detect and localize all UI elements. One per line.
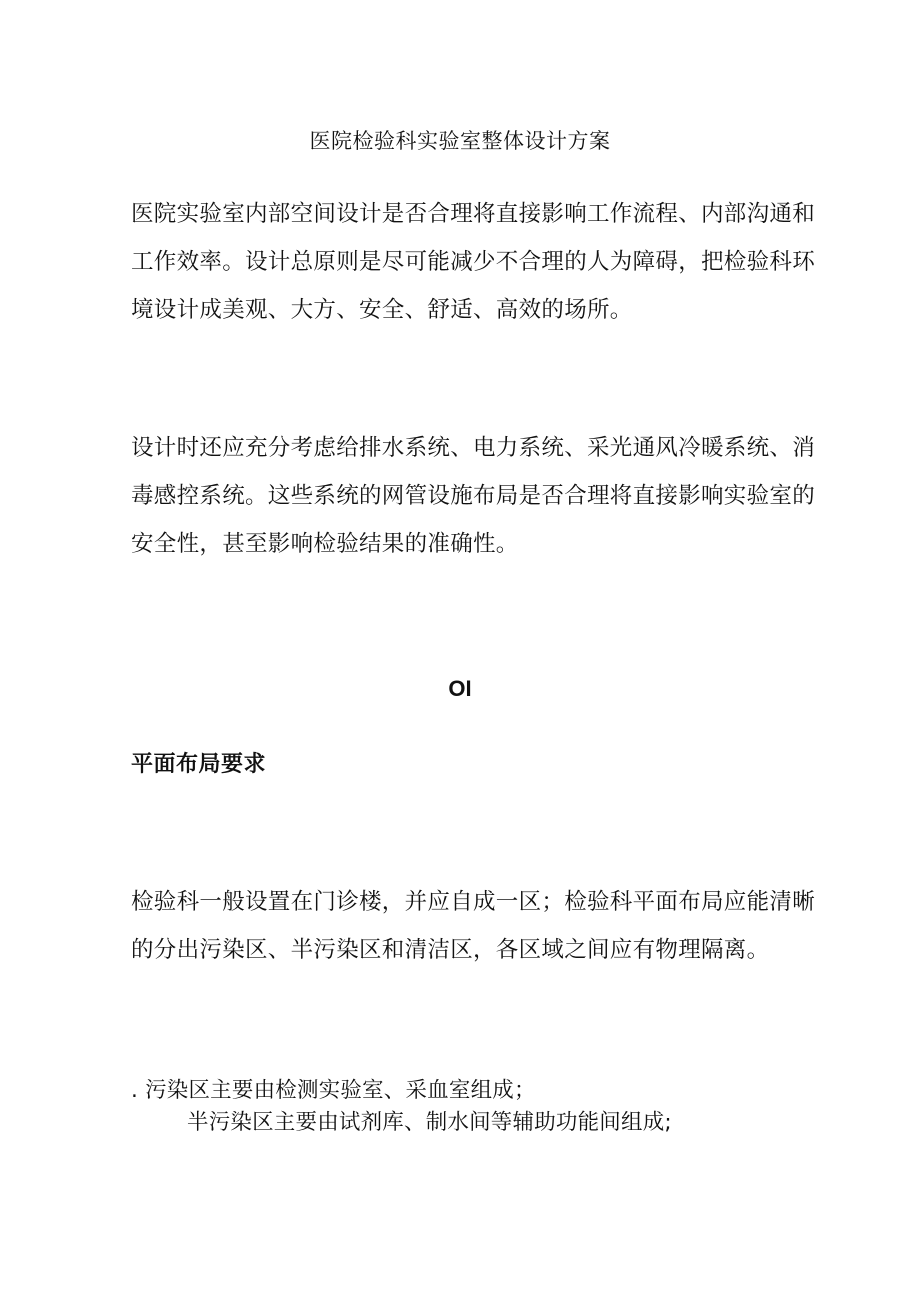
list-item-semi-contaminated-zone: 半污染区主要由试剂库、制水间等辅助功能间组成; — [187, 1110, 672, 1135]
list-item-contaminated-zone: . 污染区主要由检测实验室、采血室组成； — [131, 1078, 536, 1103]
document-title: 医院检验科实验室整体设计方案 — [309, 129, 611, 153]
paragraph-line: 境设计成美观、大方、安全、舒适、高效的场所。 — [131, 297, 633, 323]
paragraph-line: 检验科一般设置在门诊楼，并应自成一区；检验科平面布局应能清晰 — [131, 889, 816, 915]
paragraph-line: 医院实验室内部空间设计是否合理将直接影响工作流程、内部沟通和 — [131, 201, 816, 227]
paragraph-line: 工作效率。设计总原则是尽可能减少不合理的人为障碍，把检验科环 — [131, 249, 816, 275]
section-heading: 平面布局要求 — [131, 752, 267, 777]
paragraph-line: 毒感控系统。这些系统的网管设施布局是否合理将直接影响实验室的 — [131, 483, 816, 509]
layout-paragraph — [131, 878, 816, 974]
paragraph-line: 的分出污染区、半污染区和清洁区，各区域之间应有物理隔离。 — [131, 937, 770, 963]
section-number-marker: OI — [448, 676, 472, 701]
paragraph-line: 设计时还应充分考虑给排水系统、电力系统、采光通风冷暖系统、消 — [131, 435, 816, 461]
intro-paragraph — [131, 190, 816, 334]
paragraph-line: 安全性，甚至影响检验结果的准确性。 — [131, 531, 519, 557]
systems-paragraph — [131, 424, 816, 568]
